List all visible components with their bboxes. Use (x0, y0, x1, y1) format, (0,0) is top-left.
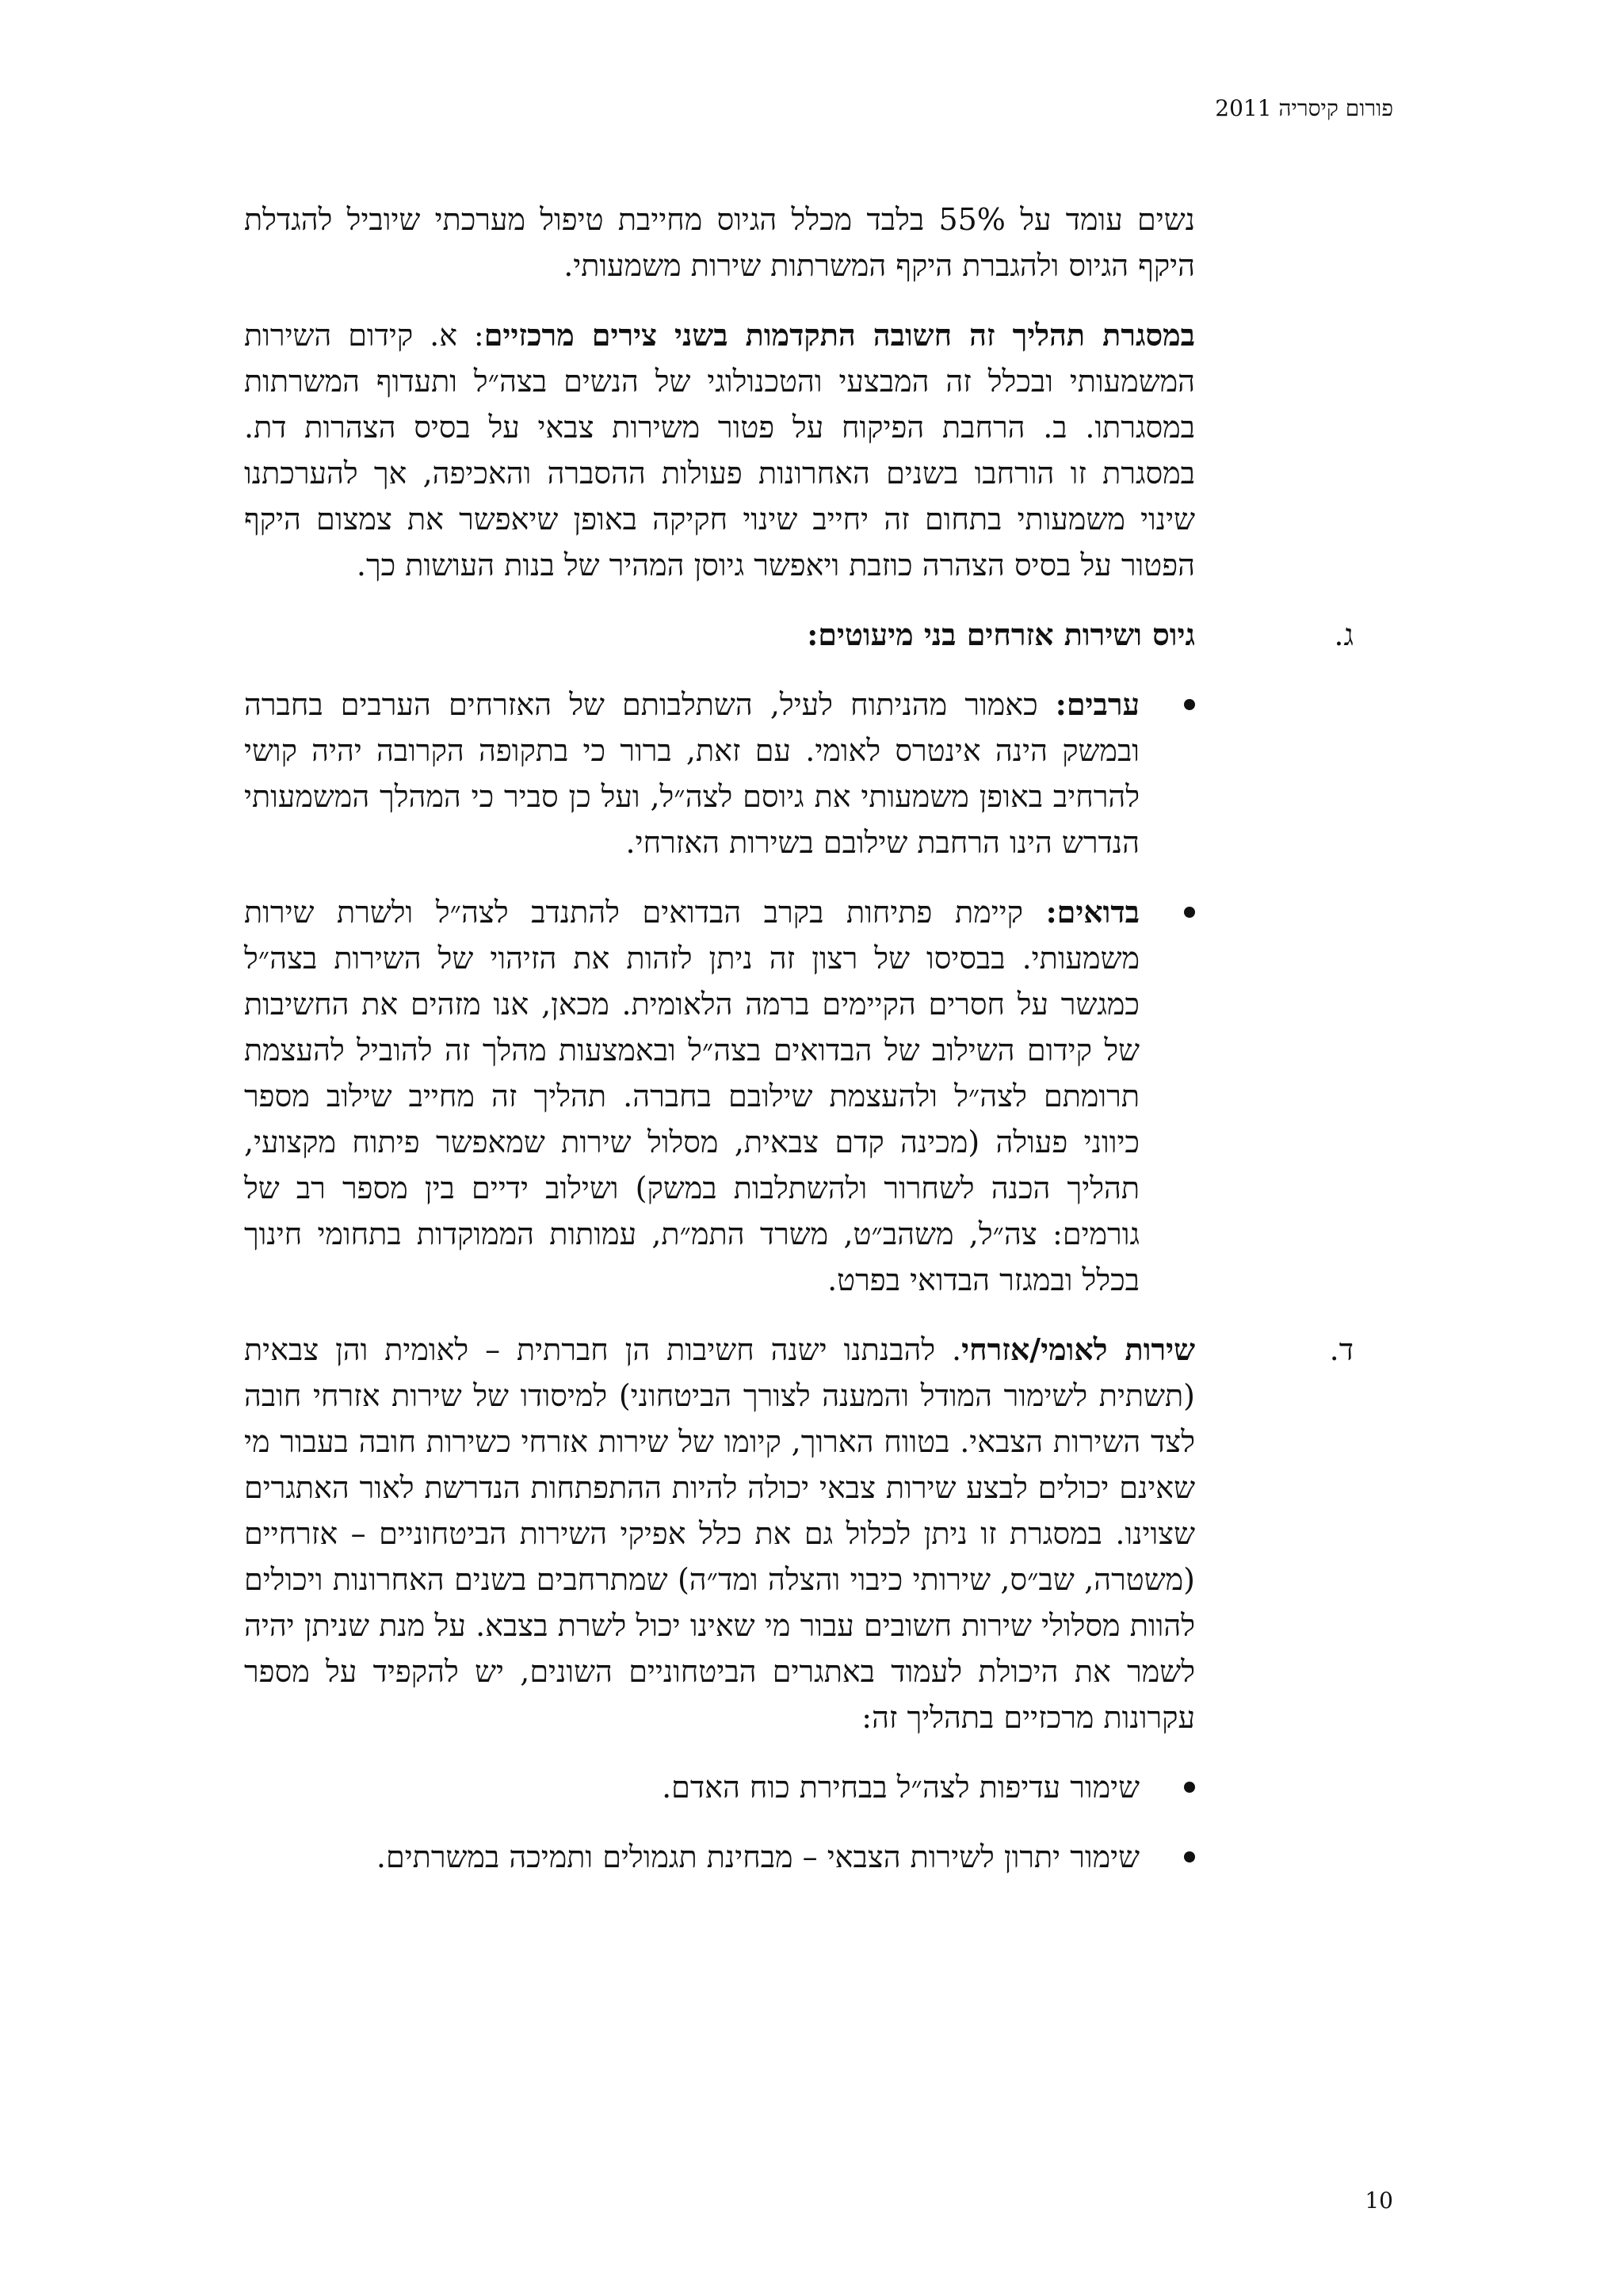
paragraph-bold-lead: במסגרת תהליך זה חשובה התקדמות בשני צירים מרכזיים (483, 317, 1195, 353)
list-item-principle (244, 1834, 1195, 1880)
section-g (244, 612, 1354, 658)
section-text: . להבנתנו ישנה חשיבות הן חברתית – לאומית והן צבאית (תשתית לשימור המודל והמענה לצורך הביטחוני) למיסודו של שירות אזרחי חובה לצד השירות הצבאי. בטווח הארוך, קיומו של שירות אזרחי כשירות חובה בעבור מי שאינם יכולים לבצע שירות צבאי יכולה להיות ההתפתחות הנדרשת לאור האתגרים שצוינו. במסגרת זו ניתן לכלול גם את כלל אפיקי השירות הביטחוניים – אזרחיים (משטרה, שב״ס, שירותי כיבוי והצלה ומד״ה) שמתרחבים בשנים האחרונות ויכולים להוות מסלולי שירות חשובים עבור מי שאינו יכול לשרת בצבא. על מנת שניתן יהיה לשמר את היכולת לעמוד באתגרים הביטחוניים השונים, יש להקפיד על מספר עקרונות מרכזיים בתהליך זה: (244, 1332, 1195, 1735)
paragraph-two-axes (244, 312, 1195, 588)
bullet-text: שימור עדיפות לצה״ל בבחירת כוח האדם. (662, 1770, 1140, 1805)
bullet-text: כאמור מהניתוח לעיל, השתלבותם של האזרחים הערבים בחברה ובמשק הינה אינטרס לאומי. עם זאת, ברור כי בתקופה הקרובה יהיה קושי להרחיב באופן משמעותי את גיוסם לצה״ל, ועל כן סביר כי המהלך המשמעותי הנדרש הינו הרחבת שילובם בשירות האזרחי. (244, 687, 1140, 860)
bullet-dot-icon (1184, 1782, 1195, 1793)
paragraph-women-recruitment (244, 197, 1195, 288)
document-body (244, 197, 1354, 1904)
bullet-text: שימור יתרון לשירות הצבאי – מבחינת תגמולים ותמיכה במשרתים. (376, 1839, 1140, 1874)
paragraph-text: נשים עומד על 55% בלבד מכלל הגיוס מחייבת טיפול מערכתי שיוביל להגדלת היקף הגיוס ולהגברת היקף המשרתות שירות משמעותי. (244, 202, 1195, 283)
running-header: פורום קיסריה 2011 (1215, 95, 1393, 121)
page-number: 10 (1365, 2187, 1393, 2214)
section-d (244, 1327, 1354, 1740)
minorities-bullet-list (244, 682, 1195, 1303)
bullet-bold-lead: בדואים: (1045, 894, 1140, 930)
paragraph-text: : א. קידום השירות המשמעותי ובכלל זה המבצעי והטכנולוגי של הנשים בצה״ל ותעדוף המשרתות במסגרתו. ב. הרחבת הפיקוח על פטור משירות צבאי על בסיס הצהרות דת. במסגרת זו הורחבו בשנים האחרונות פעולות ההסברה והאכיפה, אך להערכתנו שינוי משמעותי בתחום זה יחייב שינוי חקיקה באופן שיאפשר את צמצום היקף הפטור על בסיס הצהרה כוזבת ויאפשר גיוסן המהיר של בנות העושות כך. (244, 318, 1195, 583)
section-heading: גיוס ושירות אזרחים בני מיעוטים: (807, 617, 1195, 652)
bullet-bold-lead: ערבים: (1055, 686, 1140, 722)
section-bold-lead: שירות לאומי/אזרחי (961, 1331, 1195, 1367)
bullet-dot-icon (1184, 1851, 1195, 1862)
list-item-bedouins (244, 889, 1195, 1303)
list-item-principle (244, 1764, 1195, 1810)
section-letter: ד. (1329, 1332, 1354, 1367)
bullet-dot-icon (1184, 699, 1195, 710)
section-letter: ג. (1334, 617, 1354, 652)
bullet-text: קיימת פתיחות בקרב הבדואים להתנדב לצה״ל ולשרת שירות משמעותי. בבסיסו של רצון זה ניתן לזהות את הזיהוי של השירות בצה״ל כמגשר על חסרים הקיימים ברמה הלאומית. מכאן, אנו מזהים את החשיבות של קידום השילוב של הבדואים בצה״ל ובאמצעות מהלך זה להוביל להעצמת תרומתם לצה״ל ולהעצמת שילובם בחברה. תהליך זה מחייב שילוב מספר כיווני פעולה (מכינה קדם צבאית, מסלול שירות שמאפשר פיתוח מקצועי, תהליך הכנה לשחרור ולהשתלבות במשק) ושילוב ידיים בין מספר רב של גורמים: צה״ל, משהב״ט, משרד התמ״ת, עמותות הממוקדות בתחומי חינוך בכלל ובמגזר הבדואי בפרט. (244, 895, 1140, 1297)
list-item-arabs (244, 682, 1195, 865)
bullet-dot-icon (1184, 907, 1195, 918)
principles-bullet-list (244, 1764, 1195, 1880)
